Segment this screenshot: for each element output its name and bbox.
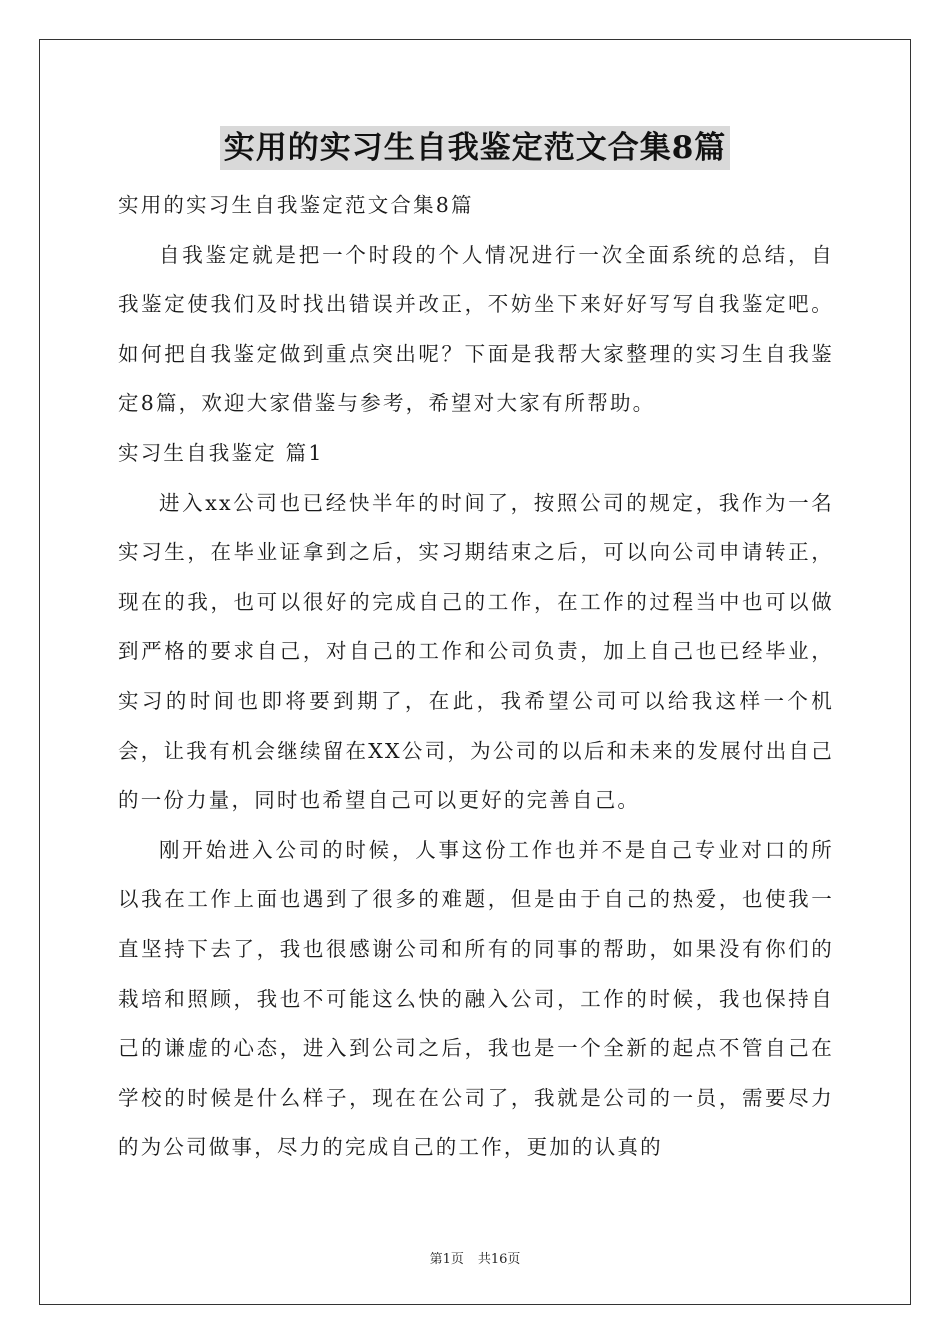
subtitle-line: 实用的实习生自我鉴定范文合集8篇 — [118, 193, 474, 217]
body-paragraph: 进入xx公司也已经快半年的时间了，按照公司的规定，我作为一名实习生，在毕业证拿到之后，实习期结束之后，可以向公司申请转正，现在的我，也可以很好的完成自己的工作，在工作的过程当中也可以做到严格的要求自己，对自己的工作和公司负责，加上自己也已经毕业，实习的时间也即将要到期了，在此，我希望公司可以给我这样一个机会，让我有机会继续留在XX公司，为公司的以后和未来的发展付出自己的一份力量，同时也希望自己可以更好的完善自己。 — [118, 490, 834, 813]
document-body — [118, 181, 834, 1173]
document-title: 实用的实习生自我鉴定范文合集8篇 — [220, 126, 731, 170]
intro-paragraph: 自我鉴定就是把一个时段的个人情况进行一次全面系统的总结，自我鉴定使我们及时找出错误并改正，不妨坐下来好好写写自我鉴定吧。如何把自我鉴定做到重点突出呢？下面是我帮大家整理的实习生自我鉴定8篇，欢迎大家借鉴与参考，希望对大家有所帮助。 — [118, 242, 834, 416]
page-total: 共16页 — [477, 1252, 521, 1267]
body-paragraph: 刚开始进入公司的时候，人事这份工作也并不是自己专业对口的所以我在工作上面也遇到了很多的难题，但是由于自己的热爱，也使我一直坚持下去了，我也很感谢公司和所有的同事的帮助，如果没有你们的栽培和照顾，我也不可能这么快的融入公司，工作的时候，我也保持自己的谦虚的心态，进入到公司之后，我也是一个全新的起点不管自己在学校的时候是什么样子，现在在公司了，我就是公司的一员，需要尽力的为公司做事，尽力的完成自己的工作，更加的认真的 — [118, 837, 834, 1160]
section-heading: 实习生自我鉴定 篇1 — [118, 440, 324, 465]
page-number: 第1页 — [429, 1252, 464, 1267]
title-container — [0, 126, 950, 170]
page-footer — [0, 1248, 950, 1267]
